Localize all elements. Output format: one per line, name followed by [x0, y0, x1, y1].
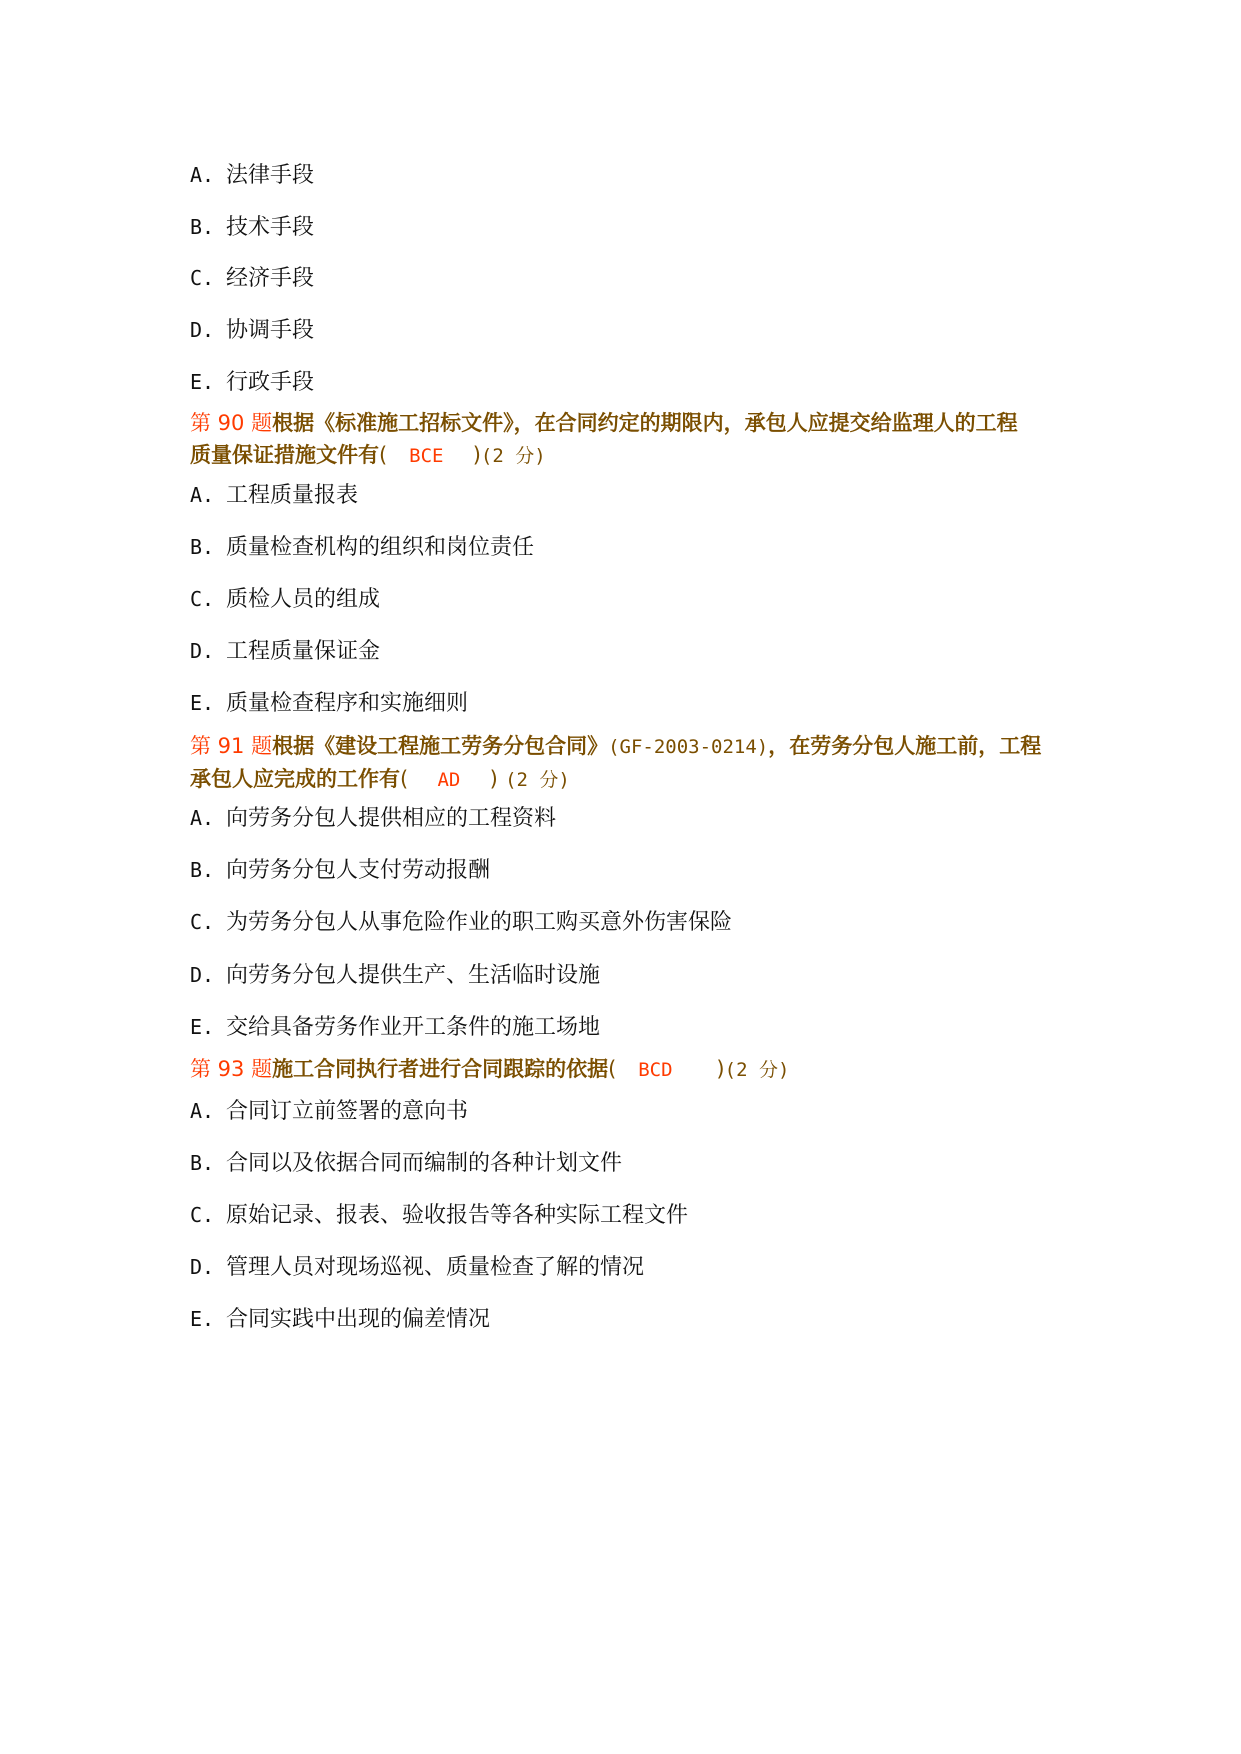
question-number: 第 93 题: [190, 1057, 273, 1081]
option-letter: C.: [190, 587, 215, 611]
question-text: ，在劳务分包人施工前，工程: [768, 734, 1042, 758]
score-text: (2 分): [505, 769, 570, 791]
option-e: [190, 1012, 600, 1043]
option-text: 技术手段: [226, 215, 315, 240]
question-line-2: [190, 439, 1070, 472]
option-text: 行政手段: [226, 370, 315, 395]
question-line-2: [190, 763, 1070, 796]
question-91: [190, 730, 1070, 796]
option-text: 原始记录、报表、验收报告等各种实际工程文件: [226, 1203, 689, 1228]
option-a: [190, 803, 556, 834]
close-paren: ): [716, 1057, 725, 1081]
option-a: [190, 480, 358, 511]
question-text: 根据《标准施工招标文件》，在合同约定的期限内，承包人应提交给监理人的工程: [272, 411, 1018, 435]
question-90: [190, 407, 1070, 472]
option-letter: B.: [190, 535, 215, 559]
option-c: [190, 263, 314, 294]
option-text: 质量检查机构的组织和岗位责任: [226, 535, 535, 560]
option-c: [190, 1200, 688, 1231]
option-e: [190, 688, 468, 719]
question-text: 施工合同执行者进行合同跟踪的依据: [272, 1057, 609, 1081]
question-number: 第 90 题: [190, 411, 273, 435]
option-letter: A.: [190, 483, 215, 507]
option-letter: A.: [190, 806, 215, 830]
question-text: 根据《建设工程施工劳务分包合同》: [272, 734, 609, 758]
option-e: [190, 367, 314, 398]
option-text: 经济手段: [226, 266, 315, 291]
option-text: 质量检查程序和实施细则: [226, 691, 469, 716]
open-paren: (: [379, 443, 388, 467]
score-text: (2 分): [724, 1059, 790, 1081]
option-letter: D.: [190, 1255, 215, 1279]
option-text: 合同以及依据合同而编制的各种计划文件: [226, 1151, 623, 1176]
question-text: 承包人应完成的工作有: [190, 767, 400, 791]
option-letter: C.: [190, 266, 215, 290]
option-d: [190, 315, 314, 346]
option-a: [190, 1096, 468, 1127]
answer-text: AD: [437, 769, 461, 791]
option-d: [190, 636, 380, 667]
option-text: 工程质量保证金: [226, 639, 381, 664]
option-b: [190, 212, 314, 243]
option-text: 法律手段: [226, 163, 315, 188]
option-d: [190, 1252, 644, 1283]
option-text: 合同订立前签署的意向书: [226, 1099, 469, 1124]
option-d: [190, 960, 600, 991]
option-text: 工程质量报表: [226, 483, 359, 508]
score-text: (2 分): [480, 445, 546, 467]
option-letter: E.: [190, 370, 215, 394]
option-letter: D.: [190, 318, 215, 342]
option-text: 质检人员的组成: [226, 587, 381, 612]
option-letter: E.: [190, 691, 215, 715]
option-letter: B.: [190, 1151, 215, 1175]
open-paren: (: [608, 1057, 617, 1081]
close-paren: ): [489, 767, 498, 791]
option-letter: C.: [190, 910, 215, 934]
option-b: [190, 1148, 622, 1179]
option-text: 交给具备劳务作业开工条件的施工场地: [226, 1015, 601, 1040]
option-b: [190, 855, 490, 886]
contract-code: (GF-2003-0214): [608, 736, 769, 758]
option-b: [190, 532, 534, 563]
option-text: 管理人员对现场巡视、质量检查了解的情况: [226, 1255, 645, 1280]
option-letter: D.: [190, 963, 215, 987]
option-text: 向劳务分包人提供生产、生活临时设施: [226, 963, 601, 988]
close-paren: ): [472, 443, 481, 467]
option-text: 向劳务分包人提供相应的工程资料: [226, 806, 557, 831]
option-text: 协调手段: [226, 318, 315, 343]
option-letter: B.: [190, 215, 215, 239]
option-letter: C.: [190, 1203, 215, 1227]
question-line-1: [190, 1053, 1070, 1086]
open-paren: (: [400, 767, 409, 791]
option-letter: B.: [190, 858, 215, 882]
option-letter: E.: [190, 1307, 215, 1331]
option-c: [190, 907, 732, 938]
option-text: 合同实践中出现的偏差情况: [226, 1307, 491, 1332]
option-c: [190, 584, 380, 615]
question-line-1: [190, 730, 1070, 763]
option-letter: D.: [190, 639, 215, 663]
answer-text: BCE: [409, 445, 444, 467]
question-text: 质量保证措施文件有: [190, 443, 379, 467]
option-text: 向劳务分包人支付劳动报酬: [226, 858, 491, 883]
option-e: [190, 1304, 490, 1335]
option-text: 为劳务分包人从事危险作业的职工购买意外伤害保险: [226, 910, 733, 935]
question-line-1: [190, 407, 1070, 439]
question-93: [190, 1053, 1070, 1086]
option-letter: A.: [190, 1099, 215, 1123]
option-a: [190, 160, 314, 191]
option-letter: A.: [190, 163, 215, 187]
option-letter: E.: [190, 1015, 215, 1039]
answer-text: BCD: [638, 1059, 673, 1081]
question-number: 第 91 题: [190, 734, 273, 758]
